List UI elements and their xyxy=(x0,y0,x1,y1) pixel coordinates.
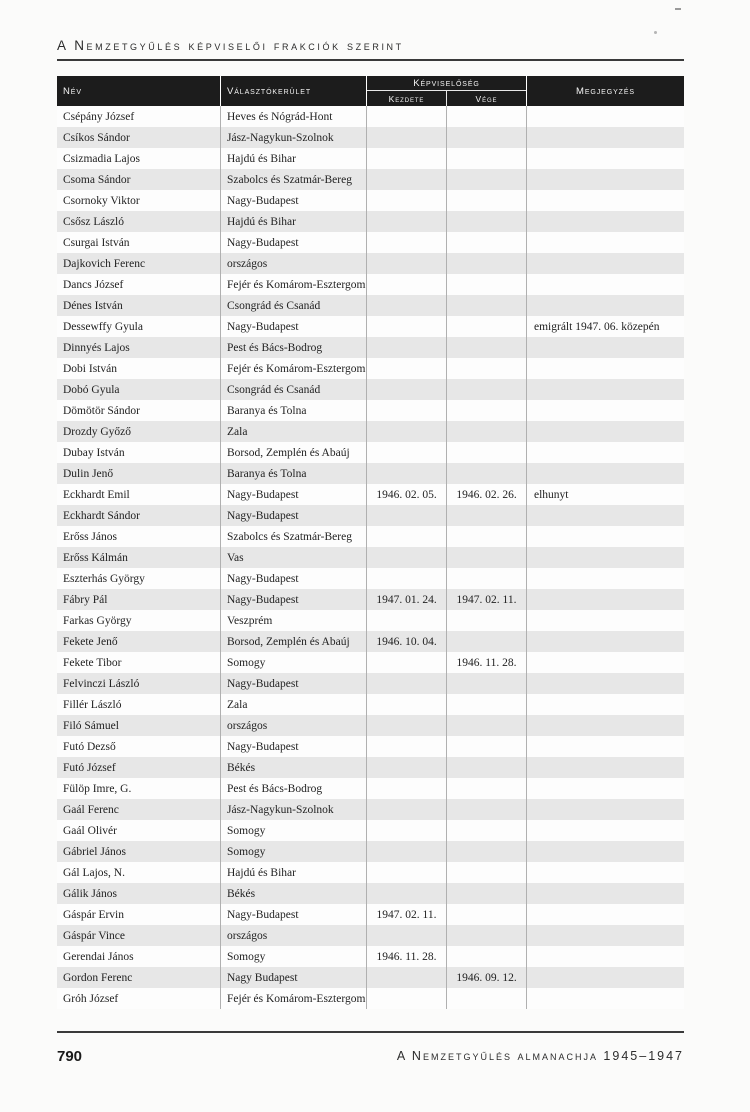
cell-district: Csongrád és Csanád xyxy=(220,295,366,316)
cell-mandate-start xyxy=(366,862,446,883)
cell-name: Csősz László xyxy=(63,215,125,228)
cell-notes xyxy=(526,442,684,463)
cell-name: Csizmadia Lajos xyxy=(63,152,140,165)
cell-district: Békés xyxy=(220,883,366,904)
scan-artifact xyxy=(675,8,681,10)
table-row xyxy=(57,358,684,379)
cell-mandate-end xyxy=(446,631,526,652)
cell-district: Nagy-Budapest xyxy=(220,904,366,925)
cell-name: Filó Sámuel xyxy=(63,719,119,732)
cell-mandate-end xyxy=(446,883,526,904)
cell-mandate-start xyxy=(366,295,446,316)
table-row xyxy=(57,127,684,148)
cell-notes xyxy=(526,211,684,232)
cell-mandate-start xyxy=(366,169,446,190)
cell-notes xyxy=(526,253,684,274)
cell-mandate-start xyxy=(366,778,446,799)
table-row xyxy=(57,904,684,925)
cell-mandate-end xyxy=(446,253,526,274)
cell-name: Drozdy Győző xyxy=(63,425,132,438)
cell-district: Jász-Nagykun-Szolnok xyxy=(220,127,366,148)
cell-district: Veszprém xyxy=(220,610,366,631)
representatives-table xyxy=(57,76,684,1009)
cell-mandate-end xyxy=(446,316,526,337)
cell-district: Borsod, Zemplén és Abaúj xyxy=(220,442,366,463)
cell-mandate-end xyxy=(446,295,526,316)
table-row xyxy=(57,253,684,274)
cell-name: Gaál Olivér xyxy=(63,824,117,837)
cell-mandate-start xyxy=(366,232,446,253)
table-body xyxy=(57,106,684,1009)
cell-notes xyxy=(526,967,684,988)
cell-mandate-start xyxy=(366,421,446,442)
cell-mandate-start xyxy=(366,799,446,820)
table-row xyxy=(57,883,684,904)
table-row xyxy=(57,400,684,421)
cell-notes xyxy=(526,274,684,295)
cell-mandate-start xyxy=(366,253,446,274)
cell-name: Gál Lajos, N. xyxy=(63,866,125,879)
cell-notes xyxy=(526,841,684,862)
cell-name: Fülöp Imre, G. xyxy=(63,782,132,795)
table-row xyxy=(57,988,684,1009)
cell-notes xyxy=(526,778,684,799)
cell-district: Baranya és Tolna xyxy=(220,400,366,421)
table-row xyxy=(57,337,684,358)
cell-notes xyxy=(526,946,684,967)
column-header-mandate: Képviselőség xyxy=(367,76,526,91)
cell-mandate-start: 1946. 02. 05. xyxy=(366,484,446,505)
table-row xyxy=(57,820,684,841)
cell-district: Fejér és Komárom-Esztergom xyxy=(220,358,366,379)
cell-mandate-start xyxy=(366,883,446,904)
cell-notes xyxy=(526,589,684,610)
cell-mandate-end xyxy=(446,190,526,211)
table-row xyxy=(57,967,684,988)
cell-mandate-end xyxy=(446,421,526,442)
cell-notes xyxy=(526,610,684,631)
cell-notes xyxy=(526,631,684,652)
table-row xyxy=(57,148,684,169)
cell-notes xyxy=(526,400,684,421)
cell-notes xyxy=(526,505,684,526)
cell-district: Szabolcs és Szatmár-Bereg xyxy=(220,169,366,190)
scan-artifact xyxy=(654,31,657,34)
column-header-mandate-start: Kezdete xyxy=(388,93,425,104)
cell-mandate-end xyxy=(446,568,526,589)
table-row xyxy=(57,652,684,673)
cell-mandate-start xyxy=(366,316,446,337)
cell-mandate-start xyxy=(366,442,446,463)
column-header-notes: Megjegyzés xyxy=(526,76,684,106)
cell-name: Dessewffy Gyula xyxy=(63,320,143,333)
cell-mandate-end xyxy=(446,211,526,232)
table-row xyxy=(57,484,684,505)
cell-notes xyxy=(526,379,684,400)
cell-notes xyxy=(526,883,684,904)
column-header-name: Név xyxy=(63,85,82,97)
page-title: A Nemzetgyűlés képviselői frakciók szerint xyxy=(57,38,404,53)
cell-name: Dancs József xyxy=(63,278,124,291)
cell-notes xyxy=(526,652,684,673)
cell-district: Nagy-Budapest xyxy=(220,568,366,589)
cell-name: Farkas György xyxy=(63,614,132,627)
cell-notes xyxy=(526,148,684,169)
cell-district: Baranya és Tolna xyxy=(220,463,366,484)
table-row xyxy=(57,505,684,526)
cell-notes xyxy=(526,232,684,253)
cell-notes xyxy=(526,799,684,820)
cell-name: Futó Dezső xyxy=(63,740,116,753)
cell-notes xyxy=(526,169,684,190)
cell-notes xyxy=(526,568,684,589)
table-row xyxy=(57,736,684,757)
table-row xyxy=(57,295,684,316)
cell-notes xyxy=(526,757,684,778)
cell-mandate-end xyxy=(446,946,526,967)
table-row xyxy=(57,421,684,442)
table-row xyxy=(57,526,684,547)
table-row xyxy=(57,232,684,253)
cell-name: Csornoky Viktor xyxy=(63,194,140,207)
cell-district: Nagy-Budapest xyxy=(220,190,366,211)
column-header-district: Választókerület xyxy=(220,76,366,106)
table-row xyxy=(57,106,684,127)
cell-name: Felvinczi László xyxy=(63,677,140,690)
cell-mandate-end: 1946. 02. 26. xyxy=(446,484,526,505)
cell-notes: emigrált 1947. 06. közepén xyxy=(526,316,684,337)
cell-notes xyxy=(526,736,684,757)
table-row xyxy=(57,589,684,610)
cell-mandate-end xyxy=(446,526,526,547)
cell-mandate-start: 1947. 02. 11. xyxy=(366,904,446,925)
cell-mandate-start xyxy=(366,400,446,421)
cell-name: Gerendai János xyxy=(63,950,134,963)
cell-mandate-start xyxy=(366,673,446,694)
cell-name: Erőss János xyxy=(63,530,117,543)
cell-district: Békés xyxy=(220,757,366,778)
cell-name: Fillér László xyxy=(63,698,122,711)
cell-district: Hajdú és Bihar xyxy=(220,211,366,232)
cell-mandate-end xyxy=(446,988,526,1009)
cell-mandate-start xyxy=(366,694,446,715)
cell-name: Eszterhás György xyxy=(63,572,145,585)
cell-name: Dubay István xyxy=(63,446,125,459)
cell-mandate-end xyxy=(446,736,526,757)
cell-mandate-end xyxy=(446,841,526,862)
table-row xyxy=(57,799,684,820)
cell-district: Zala xyxy=(220,421,366,442)
cell-district: Vas xyxy=(220,547,366,568)
cell-name: Futó József xyxy=(63,761,116,774)
cell-mandate-end xyxy=(446,694,526,715)
cell-mandate-end xyxy=(446,358,526,379)
cell-mandate-end xyxy=(446,862,526,883)
table-row xyxy=(57,694,684,715)
cell-notes xyxy=(526,295,684,316)
cell-district: Fejér és Komárom-Esztergom xyxy=(220,274,366,295)
cell-mandate-start xyxy=(366,127,446,148)
cell-name: Csépány József xyxy=(63,110,135,123)
cell-mandate-end xyxy=(446,715,526,736)
cell-notes xyxy=(526,862,684,883)
cell-mandate-start xyxy=(366,505,446,526)
cell-district: országos xyxy=(220,253,366,274)
cell-mandate-start xyxy=(366,967,446,988)
cell-mandate-end xyxy=(446,904,526,925)
cell-name: Csoma Sándor xyxy=(63,173,131,186)
cell-mandate-end xyxy=(446,127,526,148)
table-row xyxy=(57,610,684,631)
cell-mandate-end xyxy=(446,820,526,841)
cell-notes xyxy=(526,925,684,946)
table-row xyxy=(57,547,684,568)
cell-mandate-start xyxy=(366,358,446,379)
cell-mandate-start xyxy=(366,652,446,673)
cell-name: Dobó Gyula xyxy=(63,383,120,396)
cell-district: Nagy Budapest xyxy=(220,967,366,988)
cell-notes: elhunyt xyxy=(526,484,684,505)
cell-mandate-start xyxy=(366,610,446,631)
cell-name: Dulin Jenő xyxy=(63,467,114,480)
cell-mandate-start xyxy=(366,148,446,169)
cell-district: Somogy xyxy=(220,652,366,673)
cell-mandate-end xyxy=(446,148,526,169)
cell-district: Somogy xyxy=(220,841,366,862)
cell-district: Nagy-Budapest xyxy=(220,232,366,253)
cell-mandate-end xyxy=(446,673,526,694)
cell-district: Hajdú és Bihar xyxy=(220,148,366,169)
cell-mandate-end xyxy=(446,799,526,820)
table-row xyxy=(57,190,684,211)
cell-mandate-end xyxy=(446,778,526,799)
cell-name: Dobi István xyxy=(63,362,117,375)
table-row xyxy=(57,316,684,337)
cell-mandate-start xyxy=(366,820,446,841)
cell-district: Csongrád és Csanád xyxy=(220,379,366,400)
cell-notes xyxy=(526,988,684,1009)
table-row xyxy=(57,673,684,694)
cell-district: Somogy xyxy=(220,946,366,967)
table-row xyxy=(57,169,684,190)
cell-name: Dömötör Sándor xyxy=(63,404,140,417)
cell-district: Zala xyxy=(220,694,366,715)
cell-district: Fejér és Komárom-Esztergom xyxy=(220,988,366,1009)
title-rule xyxy=(57,59,684,61)
cell-mandate-end xyxy=(446,337,526,358)
cell-mandate-start xyxy=(366,526,446,547)
cell-district: Jász-Nagykun-Szolnok xyxy=(220,799,366,820)
cell-name: Gálik János xyxy=(63,887,117,900)
cell-mandate-start xyxy=(366,547,446,568)
cell-mandate-start: 1946. 11. 28. xyxy=(366,946,446,967)
cell-notes xyxy=(526,106,684,127)
cell-name: Gaál Ferenc xyxy=(63,803,119,816)
cell-district: Nagy-Budapest xyxy=(220,505,366,526)
cell-district: Pest és Bács-Bodrog xyxy=(220,778,366,799)
cell-district: Somogy xyxy=(220,820,366,841)
cell-mandate-end xyxy=(446,169,526,190)
table-row xyxy=(57,925,684,946)
cell-notes xyxy=(526,463,684,484)
cell-mandate-start xyxy=(366,736,446,757)
cell-mandate-start xyxy=(366,568,446,589)
cell-notes xyxy=(526,715,684,736)
cell-name: Csurgai István xyxy=(63,236,130,249)
footer-rule xyxy=(57,1031,684,1033)
cell-mandate-end xyxy=(446,232,526,253)
cell-mandate-end xyxy=(446,400,526,421)
table-row xyxy=(57,463,684,484)
cell-notes xyxy=(526,127,684,148)
cell-mandate-start: 1946. 10. 04. xyxy=(366,631,446,652)
cell-district: Nagy-Budapest xyxy=(220,736,366,757)
table-row xyxy=(57,757,684,778)
table-row xyxy=(57,442,684,463)
cell-mandate-start xyxy=(366,841,446,862)
cell-district: országos xyxy=(220,925,366,946)
cell-mandate-start xyxy=(366,190,446,211)
cell-name: Dénes István xyxy=(63,299,123,312)
cell-mandate-end: 1947. 02. 11. xyxy=(446,589,526,610)
cell-district: országos xyxy=(220,715,366,736)
cell-mandate-start: 1947. 01. 24. xyxy=(366,589,446,610)
table-row xyxy=(57,946,684,967)
cell-district: Nagy-Budapest xyxy=(220,484,366,505)
table-row xyxy=(57,841,684,862)
cell-notes xyxy=(526,421,684,442)
table-row xyxy=(57,274,684,295)
cell-mandate-end xyxy=(446,442,526,463)
cell-mandate-end xyxy=(446,274,526,295)
cell-name: Eckhardt Sándor xyxy=(63,509,140,522)
cell-notes xyxy=(526,358,684,379)
cell-name: Gáspár Vince xyxy=(63,929,126,942)
cell-name: Gáspár Ervin xyxy=(63,908,124,921)
cell-name: Gróh József xyxy=(63,992,119,1005)
cell-district: Szabolcs és Szatmár-Bereg xyxy=(220,526,366,547)
cell-name: Erőss Kálmán xyxy=(63,551,128,564)
cell-mandate-end xyxy=(446,106,526,127)
footer-title: A Nemzetgyűlés almanachja 1945–1947 xyxy=(396,1049,684,1063)
cell-district: Borsod, Zemplén és Abaúj xyxy=(220,631,366,652)
cell-mandate-start xyxy=(366,463,446,484)
cell-name: Fekete Jenő xyxy=(63,635,118,648)
cell-notes xyxy=(526,904,684,925)
cell-notes xyxy=(526,673,684,694)
table-row xyxy=(57,211,684,232)
cell-district: Heves és Nógrád-Hont xyxy=(220,106,366,127)
cell-district: Nagy-Budapest xyxy=(220,673,366,694)
cell-mandate-end: 1946. 11. 28. xyxy=(446,652,526,673)
cell-mandate-start xyxy=(366,106,446,127)
cell-mandate-start xyxy=(366,211,446,232)
cell-mandate-end xyxy=(446,925,526,946)
cell-mandate-start xyxy=(366,274,446,295)
table-row xyxy=(57,631,684,652)
column-header-mandate-end: Vége xyxy=(446,91,526,106)
column-header-mandate-group xyxy=(366,76,526,106)
table-header-row xyxy=(57,76,684,106)
cell-mandate-start xyxy=(366,988,446,1009)
table-row xyxy=(57,862,684,883)
cell-mandate-end xyxy=(446,463,526,484)
cell-mandate-start xyxy=(366,715,446,736)
cell-mandate-end: 1946. 09. 12. xyxy=(446,967,526,988)
cell-name: Dajkovich Ferenc xyxy=(63,257,146,270)
cell-notes xyxy=(526,547,684,568)
cell-district: Nagy-Budapest xyxy=(220,589,366,610)
cell-notes xyxy=(526,820,684,841)
cell-notes xyxy=(526,337,684,358)
cell-name: Csíkos Sándor xyxy=(63,131,130,144)
cell-name: Gábriel János xyxy=(63,845,126,858)
cell-notes xyxy=(526,190,684,211)
table-row xyxy=(57,568,684,589)
cell-name: Fábry Pál xyxy=(63,593,108,606)
cell-mandate-start xyxy=(366,337,446,358)
cell-mandate-start xyxy=(366,379,446,400)
cell-name: Eckhardt Emil xyxy=(63,488,130,501)
cell-mandate-end xyxy=(446,547,526,568)
cell-name: Dinnyés Lajos xyxy=(63,341,130,354)
cell-notes xyxy=(526,526,684,547)
table-row xyxy=(57,778,684,799)
page-number: 790 xyxy=(57,1048,83,1065)
cell-district: Pest és Bács-Bodrog xyxy=(220,337,366,358)
cell-notes xyxy=(526,694,684,715)
cell-mandate-end xyxy=(446,379,526,400)
table-row xyxy=(57,715,684,736)
cell-mandate-start xyxy=(366,925,446,946)
cell-name: Fekete Tibor xyxy=(63,656,122,669)
cell-district: Nagy-Budapest xyxy=(220,316,366,337)
cell-mandate-end xyxy=(446,610,526,631)
cell-name: Gordon Ferenc xyxy=(63,971,133,984)
cell-mandate-end xyxy=(446,505,526,526)
table-row xyxy=(57,379,684,400)
cell-mandate-start xyxy=(366,757,446,778)
cell-district: Hajdú és Bihar xyxy=(220,862,366,883)
cell-mandate-end xyxy=(446,757,526,778)
